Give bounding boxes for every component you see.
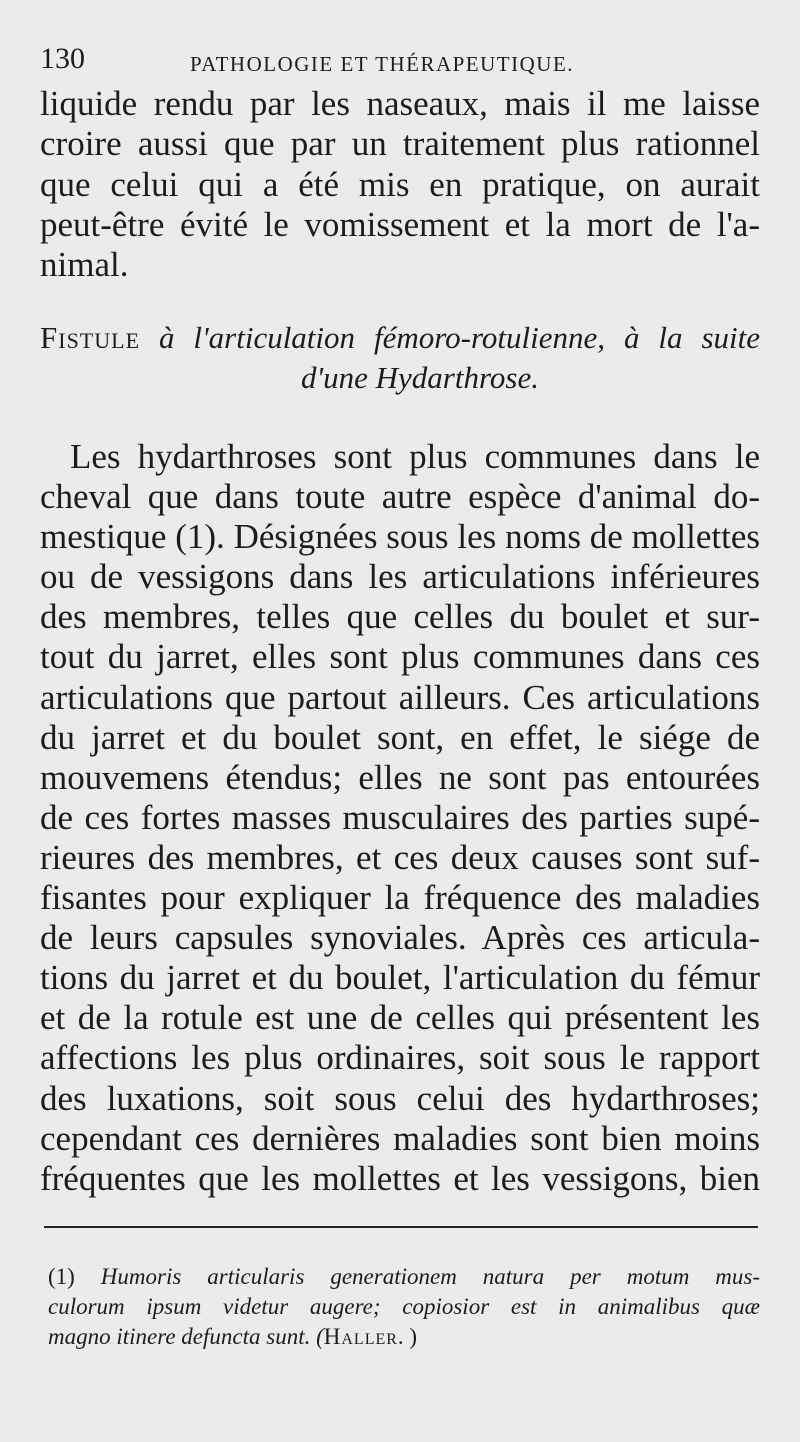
text-line: rieures des membres, et ces deux causes sont suf- — [40, 837, 760, 877]
text-line: mouvemens étendus; elles ne sont pas entourées — [40, 757, 760, 797]
footnote-line: culorum ipsum videtur augere; copiosior est in animalibus quæ — [48, 1294, 760, 1319]
text-line: peut-être évité le vomissement et la mort de l'a- — [40, 204, 760, 244]
text-line: affections les plus ordinaires, soit sous le rapport — [40, 1038, 760, 1078]
text-line: du jarret et du boulet sont, en effet, le siége de — [40, 717, 760, 757]
text-line: de ces fortes masses musculaires des parties supé- — [40, 797, 760, 837]
footnote — [48, 1262, 760, 1352]
text-line: fisantes pour expliquer la fréquence des maladies — [40, 878, 760, 918]
footnote-text: magno itinere defuncta sunt. ( — [48, 1324, 324, 1349]
text-line: fréquentes que les mollettes et les vessigons, bien — [40, 1158, 760, 1198]
section-heading-line-2: d'une Hydarthrose. — [301, 360, 539, 395]
section-heading-keyword: Fistule — [40, 320, 141, 355]
intro-paragraph — [40, 84, 760, 285]
text-line: tout du jarret, elles sont plus communes dans ces — [40, 637, 760, 677]
page-header — [40, 42, 760, 82]
footnote-rule — [44, 1226, 758, 1228]
text-line: cependant ces dernières maladies sont bien moins — [40, 1118, 760, 1158]
text-line: des membres, telles que celles du boulet et sur- — [40, 597, 760, 637]
text-line: de leurs capsules synoviales. Après ces articula- — [40, 918, 760, 958]
text-line: liquide rendu par les naseaux, mais il me laisse — [40, 84, 760, 123]
footnote-line — [48, 1322, 760, 1352]
section-heading — [40, 318, 760, 398]
section-heading-line — [40, 318, 760, 358]
footnote-author: Haller — [323, 1324, 398, 1349]
footnote-text: Humoris articularis generationem natura per motum mus- — [100, 1264, 760, 1289]
text-line: articulations que partout ailleurs. Ces articulations — [40, 677, 760, 717]
footnote-close: . ) — [397, 1324, 418, 1349]
text-line: Les hydarthroses sont plus communes dans le — [70, 437, 760, 476]
running-head: PATHOLOGIE ET THÉRAPEUTIQUE. — [190, 52, 575, 76]
text-line: et de la rotule est une de celles qui présentent les — [40, 998, 760, 1038]
section-heading-rest: à l'articulation fémoro-rotulienne, à la suite — [140, 320, 760, 355]
text-line: nimal. — [40, 245, 129, 285]
text-line: cheval que dans toute autre espèce d'animal do- — [40, 477, 760, 517]
footnote-marker: (1) — [48, 1264, 75, 1289]
text-line: que celui qui a été mis en pratique, on aurait — [40, 164, 760, 204]
text-line: croire aussi que par un traitement plus rationnel — [40, 124, 760, 164]
text-line: tions du jarret et du boulet, l'articulation du fémur — [40, 958, 760, 998]
text-line: mestique (1). Désignées sous les noms de mollettes — [40, 517, 760, 557]
text-line: des luxations, soit sous celui des hydarthroses; — [40, 1078, 760, 1118]
page-number: 130 — [40, 42, 85, 75]
text-line: ou de vessigons dans les articulations inférieures — [40, 557, 760, 597]
body-paragraph — [40, 437, 760, 1199]
footnote-line — [48, 1262, 760, 1292]
